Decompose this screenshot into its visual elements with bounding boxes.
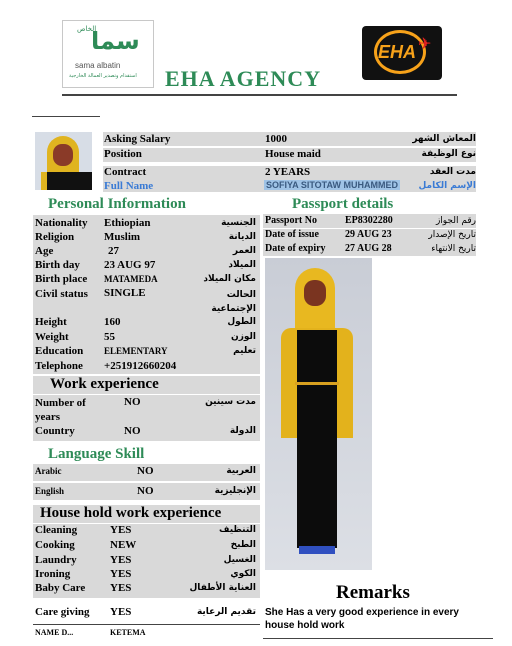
language-title: Language Skill [48,446,145,462]
height-label: Height [35,316,67,328]
years-label: Number of years [35,397,86,423]
nationality-arabic: الجنسية [221,218,256,228]
weight-arabic: الوزن [231,332,256,342]
weight-value: 55 [104,331,115,343]
baby-care-label: Baby Care [35,582,86,594]
telephone-label: Telephone [35,360,83,372]
age-value: 27 [108,245,119,257]
laundry-arabic: الغسيل [223,555,256,565]
eha-logo-text: EHA [378,42,417,62]
cooking-value: NEW [110,539,137,551]
full-photo-dress [297,330,337,548]
country-arabic: الدولة [229,426,256,436]
contract-arabic: مدت العقد [429,167,476,177]
remarks-title: Remarks [336,582,410,603]
birth-place-value: MATAMEDA [104,274,158,284]
full-name-value: SOFIYA SITOTAW MUHAMMED [266,180,399,190]
birth-place-label: Birth place [35,273,88,285]
arabic-arabic: العربية [226,466,256,476]
education-arabic: تعليم [233,346,256,356]
ironing-value: YES [110,568,132,580]
expiry-date-label: Date of expiry [265,243,326,254]
full-photo-belt [295,382,339,385]
birthday-value: 23 AUG 97 [104,259,156,271]
nationality-value: Ethiopian [104,217,151,229]
plane-icon: ✈ [418,34,432,53]
education-value: ELEMENTARY [104,346,168,356]
contract-label: Contract [104,166,147,178]
care-giving-label: Care giving [35,606,90,618]
country-value: NO [124,425,141,437]
english-label: English [35,486,65,496]
passport-no-arabic: رقم الجواز [435,216,476,226]
contract-value: 2 YEARS [265,166,311,178]
cooking-arabic: الطبخ [230,540,256,550]
weight-label: Weight [35,331,69,343]
asking-salary-label: Asking Salary [104,133,171,145]
religion-label: Religion [35,231,75,243]
care-giving-value: YES [110,606,132,618]
telephone-value: +251912660204 [104,360,177,372]
laundry-value: YES [110,554,132,566]
education-label: Education [35,345,84,357]
footer-rule-right [263,638,493,639]
arabic-label: Arabic [35,466,62,476]
agency-name: EHA AGENCY [165,66,322,91]
passport-no-value: EP8302280 [345,215,393,226]
short-rule [32,116,100,117]
footer-name-label: NAME D... [35,628,74,637]
personal-info-title: Personal Information [48,196,186,212]
civil-status-value: SINGLE [104,287,146,299]
photo-face [53,144,73,166]
expiry-date-arabic: تاريخ الانتهاء [431,244,476,254]
issue-date-arabic: تاريخ الإصدار [428,230,476,240]
household-title: House hold work experience [40,505,222,521]
footer-name-value: KETEMA [110,628,146,637]
civil-status-arabic: الحالت الإجتماعية [211,290,256,314]
asking-salary-arabic: المعاش الشهر [412,134,476,144]
religion-arabic: الديانة [228,232,256,242]
issue-date-value: 29 AUG 23 [345,229,392,240]
sama-logo-small-arabic: الخاص [77,25,97,33]
age-label: Age [35,245,54,257]
cleaning-arabic: التنظيف [219,525,256,535]
language-sep [33,481,260,483]
baby-care-value: YES [110,582,132,594]
photo-body [41,172,92,190]
full-photo-shoes [299,546,335,554]
nationality-label: Nationality [35,217,88,229]
height-arabic: الطول [227,317,256,327]
arabic-value: NO [137,465,154,477]
remarks-text: She Has a very good experience in every house hold work [265,607,459,631]
cleaning-value: YES [110,524,132,536]
years-value: NO [124,396,141,408]
english-arabic: الإنجليزية [214,486,256,496]
sama-logo-brand: sama albatin [75,61,121,70]
full-photo-face [304,280,326,306]
position-arabic: نوع الوظيفة [421,149,476,159]
passport-title: Passport details [292,196,394,212]
sama-logo-tagline: استقدام وتصدير العمالة الخارجية [69,73,137,79]
full-name-arabic: الإسم الكامل [418,181,476,191]
position-label: Position [104,148,142,160]
footer-rule [33,624,260,625]
work-title: Work experience [50,376,159,392]
country-label: Country [35,425,75,437]
birth-place-arabic: مكان الميلاد [203,274,256,284]
civil-status-label: Civil status [35,288,88,300]
candidate-photo-full [265,258,372,570]
full-name-label: Full Name [104,180,154,192]
care-giving-arabic: تقديم الرعاية [196,607,256,617]
issue-date-label: Date of issue [265,229,319,240]
sama-logo [62,20,154,88]
ironing-label: Ironing [35,568,71,580]
baby-care-arabic: العناية الأطفال [189,583,256,593]
years-arabic: مدت سينين [205,397,256,407]
height-value: 160 [104,316,121,328]
birthday-arabic: الميلاد [228,260,256,270]
birthday-label: Birth day [35,259,80,271]
english-value: NO [137,485,154,497]
candidate-photo-small [35,132,92,190]
cleaning-label: Cleaning [35,524,78,536]
passport-no-label: Passport No [265,215,317,226]
laundry-label: Laundry [35,554,77,566]
religion-value: Muslim [104,231,141,243]
asking-salary-value: 1000 [265,133,287,145]
cooking-label: Cooking [35,539,75,551]
header-rule [62,94,457,96]
age-arabic: العمر [232,246,256,256]
sama-logo-arabic: سما [91,27,140,55]
eha-logo [356,20,448,86]
expiry-date-value: 27 AUG 28 [345,243,392,254]
ironing-arabic: الكوي [230,569,256,579]
position-value: House maid [265,148,321,160]
